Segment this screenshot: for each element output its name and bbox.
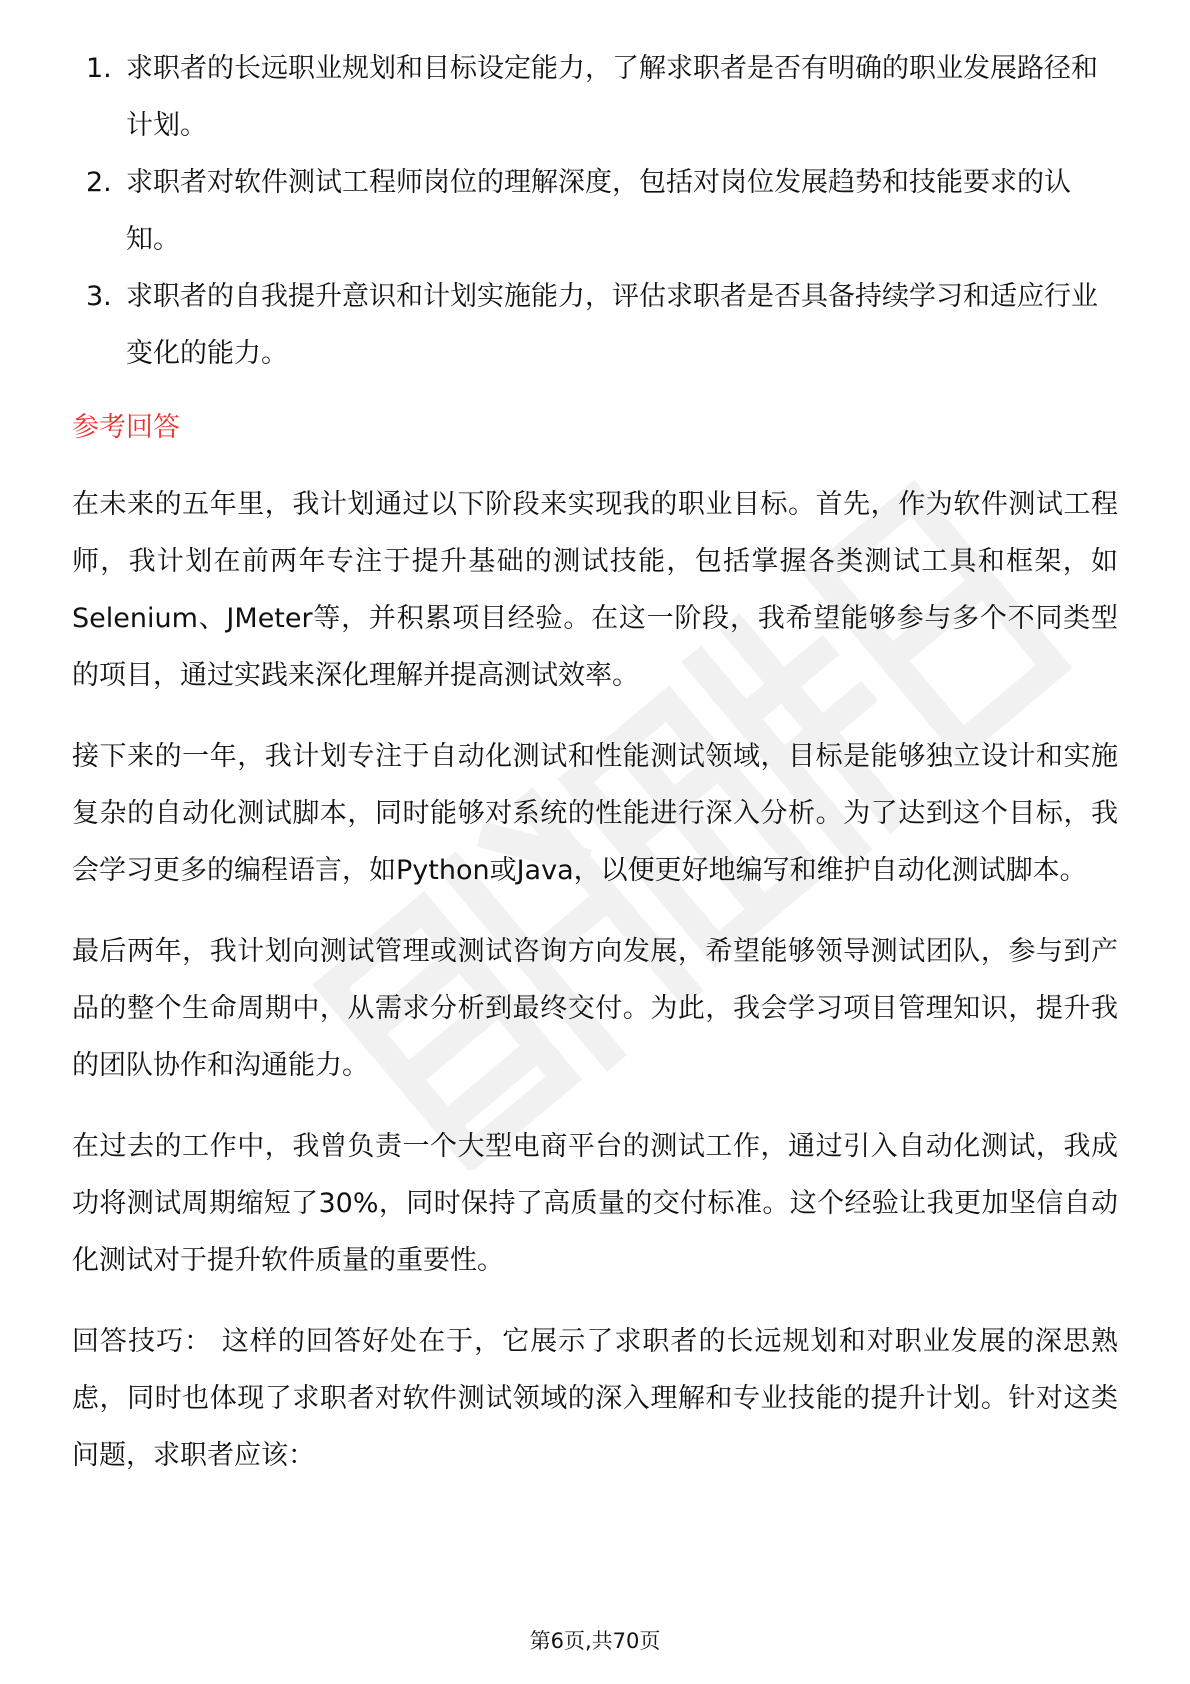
list-item (72, 40, 1118, 154)
list-item-number: 1. (86, 53, 112, 84)
answer-paragraph: 接下来的一年，我计划专注于自动化测试和性能测试领域，目标是能够独立设计和实施复杂的自动化测试脚本，同时能够对系统的性能进行深入分析。为了达到这个目标，我会学习更多的编程语言，如Python或Java，以便更好地编写和维护自动化测试脚本。 (72, 741, 1118, 886)
evaluation-criteria-list (72, 40, 1118, 382)
answer-paragraph: 在过去的工作中，我曾负责一个大型电商平台的测试工作，通过引入自动化测试，我成功将测试周期缩短了30%，同时保持了高质量的交付标准。这个经验让我更加坚信自动化测试对于提升软件质量的重要性。 (72, 1131, 1118, 1276)
reference-answer-heading: 参考回答 (72, 412, 180, 443)
list-item (72, 268, 1118, 382)
list-item-number: 3. (86, 281, 112, 312)
answer-paragraph: 在未来的五年里，我计划通过以下阶段来实现我的职业目标。首先，作为软件测试工程师，我计划在前两年专注于提升基础的测试技能，包括掌握各类测试工具和框架，如Selenium、JMeter等，并积累项目经验。在这一阶段，我希望能够参与多个不同类型的项目，通过实践来深化理解并提高测试效率。 (72, 489, 1118, 691)
page-number-footer: 第6页,共70页 (529, 1629, 661, 1653)
answer-paragraph: 最后两年，我计划向测试管理或测试咨询方向发展，希望能够领导测试团队，参与到产品的整个生命周期中，从需求分析到最终交付。为此，我会学习项目管理知识，提升我的团队协作和沟通能力。 (72, 936, 1118, 1081)
list-item-text: 求职者对软件测试工程师岗位的理解深度，包括对岗位发展趋势和技能要求的认知。 (126, 167, 1071, 255)
list-item-text: 求职者的长远职业规划和目标设定能力，了解求职者是否有明确的职业发展路径和计划。 (126, 53, 1098, 141)
list-item (72, 154, 1118, 268)
page-content (72, 40, 1118, 1508)
answer-tips-paragraph: 回答技巧： 这样的回答好处在于，它展示了求职者的长远规划和对职业发展的深思熟虑，同时也体现了求职者对软件测试领域的深入理解和专业技能的提升计划。针对这类问题，求职者应该： (72, 1326, 1118, 1471)
list-item-number: 2. (86, 167, 112, 198)
list-item-text: 求职者的自我提升意识和计划实施能力，评估求职者是否具备持续学习和适应行业变化的能力。 (126, 281, 1098, 369)
